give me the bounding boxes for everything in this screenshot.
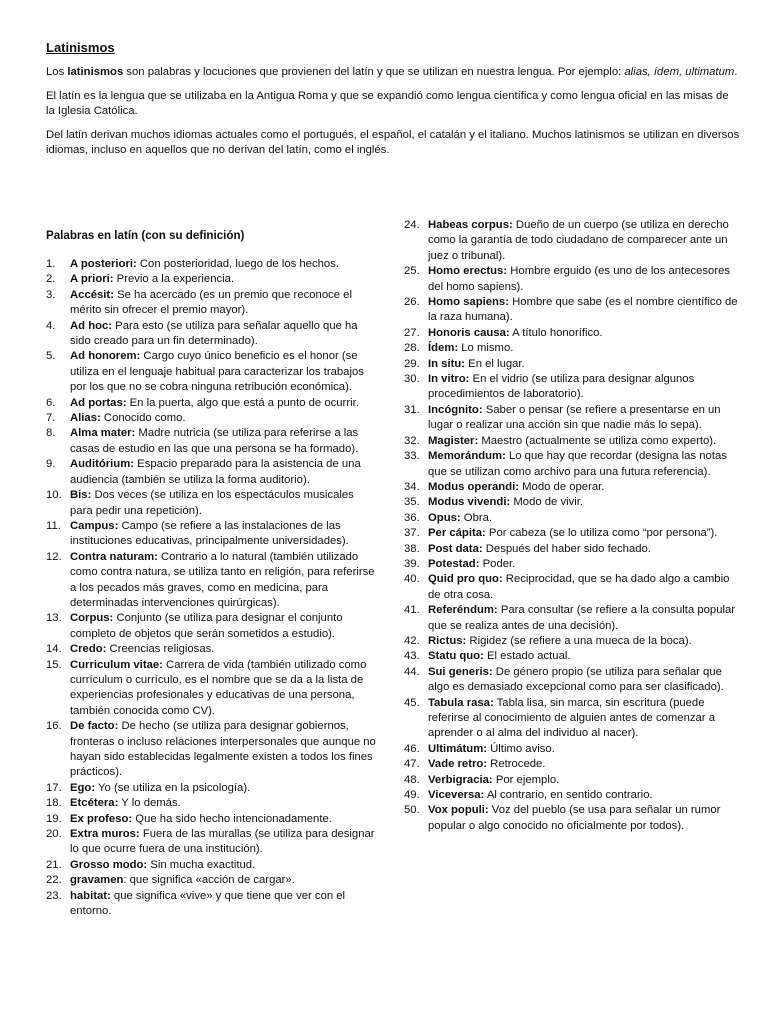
item-definition: Y lo demás.	[118, 797, 181, 810]
item-definition: Para consultar (se refiere a la consulta popular que se realiza antes de una decisión).	[428, 604, 736, 632]
item-definition: Reciprocidad, que se ha dado algo a cambio de otra cosa.	[428, 573, 730, 601]
item-number: 50.	[404, 804, 420, 817]
item-term: Vade retro:	[428, 758, 488, 771]
item-number: 32.	[404, 434, 420, 447]
item-number: 43.	[404, 650, 420, 663]
item-definition: Saber o pensar (se refiere a presentarse en un lugar o realizar una acción sin que nadie más lo sepa).	[428, 403, 721, 432]
item-definition: Modo de vivir.	[510, 496, 584, 509]
list-item	[404, 649, 744, 664]
item-number: 12.	[46, 550, 62, 563]
item-number: 16.	[46, 720, 62, 733]
list-item	[404, 495, 744, 510]
item-term: Homo erectus:	[428, 265, 508, 278]
intro-italic: alias, ídem, ultimatum	[624, 66, 735, 78]
item-term: De facto:	[70, 720, 119, 733]
item-term: Memorándum:	[428, 450, 506, 463]
list-item	[404, 218, 744, 264]
list-item	[46, 873, 376, 888]
item-number: 42.	[404, 634, 420, 647]
item-number: 34.	[404, 480, 420, 493]
item-definition: Sin mucha exactitud.	[147, 858, 256, 871]
item-term: Magister:	[428, 434, 479, 447]
item-term: Curriculum vitae:	[70, 658, 163, 671]
document-title: Latinismos	[46, 40, 115, 55]
list-item	[404, 357, 744, 372]
list-item	[404, 511, 744, 526]
item-number: 46.	[404, 742, 420, 755]
list-item	[404, 696, 744, 742]
list-item	[46, 411, 376, 426]
item-term: Credo:	[70, 643, 107, 656]
left-column	[46, 228, 376, 919]
item-number: 22.	[46, 874, 62, 887]
item-term: Statu quo:	[428, 650, 484, 663]
item-definition: Conocido como.	[100, 412, 186, 425]
item-term: Tabula rasa:	[428, 696, 494, 709]
item-definition: Campo (se refiere a las instalaciones de las instituciones educativas, principalmente universidades).	[70, 519, 349, 548]
item-number: 29.	[404, 357, 420, 370]
list-item	[404, 326, 744, 341]
item-number: 44.	[404, 665, 420, 678]
right-column	[404, 218, 744, 834]
item-definition: Último aviso.	[487, 742, 555, 755]
item-number: 7.	[46, 412, 56, 425]
list-item	[404, 480, 744, 495]
item-number: 23.	[46, 889, 62, 902]
item-term: Opus:	[428, 511, 461, 524]
list-item	[46, 550, 376, 612]
item-term: Per cápita:	[428, 527, 486, 540]
item-number: 15.	[46, 658, 62, 671]
list-item	[46, 858, 376, 873]
item-definition: Rigidez (se refiere a una mueca de la boca).	[466, 634, 692, 647]
item-term: Sui generis:	[428, 665, 493, 678]
item-number: 11.	[46, 519, 61, 532]
item-definition: Previo a la experiencia.	[113, 273, 235, 286]
item-number: 10.	[46, 489, 62, 502]
item-term: Extra muros:	[70, 828, 140, 841]
intro-paragraph-2: El latín es la lengua que se utilizaba en la Antigua Roma y que se expandió como lengua científica y como lengua oficial en las misas de la Iglesia Católica.	[46, 90, 729, 117]
item-definition: Lo que hay que recordar (designa las notas que se utilizan como archivo para una futura referencia).	[428, 450, 727, 478]
item-term: A priori:	[70, 273, 114, 286]
item-number: 38.	[404, 542, 420, 555]
list-item	[46, 396, 376, 411]
item-term: Potestad:	[428, 557, 480, 570]
item-term: Incógnito:	[428, 403, 483, 416]
item-term: Alma mater:	[70, 427, 136, 440]
item-definition: que significa «vive» y que tiene que ver con el entorno.	[70, 889, 346, 918]
item-number: 31.	[404, 403, 420, 416]
item-number: 49.	[404, 789, 420, 802]
item-definition: El estado actual.	[483, 650, 571, 663]
item-definition: Contrario a lo natural (también utilizado como contra natura, se utiliza tanto en religión, para referirse a los pecados más graves, como en medicina, para determinadas intervenciones quirúrgicas).	[70, 550, 375, 609]
list-item	[46, 812, 376, 827]
item-number: 8.	[46, 427, 56, 440]
list-item	[404, 572, 744, 603]
list-item	[404, 403, 744, 434]
list-item	[46, 889, 376, 920]
item-definition: Por cabeza (se lo utiliza como “por persona”).	[485, 527, 718, 540]
item-number: 47.	[404, 758, 420, 771]
item-definition: Conjunto (se utiliza para designar el conjunto completo de objetos que serán sometidos a estudio).	[70, 612, 343, 640]
item-term: In vitro:	[428, 373, 470, 386]
item-definition: Carrera de vida (también utilizado como currículum o currículo, es el nombre que se da a la lista de experiencias profesionales y educativas de una persona, también conocida como CV).	[70, 658, 367, 717]
intro-text: son palabras y locuciones que provienen del latín y que se utilizan en nuestra lengua. Por ejemplo:	[123, 66, 625, 78]
item-term: Honoris causa:	[428, 326, 510, 339]
list-item	[404, 341, 744, 356]
item-number: 39.	[404, 557, 420, 570]
item-definition: Creencias religiosas.	[106, 643, 215, 656]
list-item	[46, 488, 376, 519]
item-definition: Voz del pueblo (se usa para señalar un rumor popular o algo conocido no oficialmente por todos).	[428, 804, 721, 832]
list-item	[46, 257, 376, 272]
item-definition: : que significa «acción de cargar».	[123, 874, 295, 887]
item-number: 25.	[404, 265, 420, 278]
item-number: 28.	[404, 342, 420, 355]
list-item	[46, 349, 376, 395]
item-number: 35.	[404, 496, 420, 509]
item-number: 37.	[404, 527, 420, 540]
item-term: Contra naturam:	[70, 550, 158, 563]
list-item	[404, 372, 744, 403]
list-item	[404, 449, 744, 480]
list-item	[46, 781, 376, 796]
list-item	[46, 719, 376, 781]
list-item	[404, 773, 744, 788]
item-number: 27.	[404, 326, 420, 339]
intro-paragraph-1	[46, 65, 740, 80]
item-term: Modus vivendi:	[428, 496, 511, 509]
item-term: Post data:	[428, 542, 483, 555]
item-number: 45.	[404, 696, 420, 709]
item-definition: De género propio (se utiliza para señalar que algo es demasiado excepcional como para ser clasificado).	[428, 665, 724, 694]
document-page	[46, 40, 740, 918]
item-definition: Modo de operar.	[519, 480, 605, 493]
item-definition: En la puerta, algo que está a punto de ocurrir.	[126, 396, 359, 409]
item-number: 13.	[46, 612, 62, 625]
list-item	[404, 526, 744, 541]
list-item	[404, 634, 744, 649]
item-definition: Hombre que sabe (es el nombre científico de la raza humana).	[428, 296, 738, 324]
item-term: Ex profeso:	[70, 812, 133, 825]
item-definition: Retrocede.	[487, 758, 546, 771]
list-item	[404, 603, 744, 634]
item-definition: Con posterioridad, luego de los hechos.	[136, 258, 339, 270]
item-definition: Poder.	[479, 557, 516, 570]
item-number: 41.	[404, 604, 420, 617]
item-definition: Tabla lisa, sin marca, sin escritura (puede referirse al conocimiento de alguien antes de comenzar a aprender o al alma del individuo al nacer).	[428, 696, 715, 740]
item-term: Corpus:	[70, 612, 114, 625]
item-definition: De hecho (se utiliza para designar gobiernos, fronteras o incluso relaciones interpersonales que aunque no hayan sido establecidas legalmente existen a todos los fines prácticos).	[70, 720, 376, 779]
list-item	[404, 665, 744, 696]
item-number: 24.	[404, 219, 420, 231]
item-term: Ídem:	[428, 342, 459, 355]
right-terms-list	[404, 218, 744, 834]
item-number: 30.	[404, 373, 420, 386]
item-definition: Se ha acercado (es un premio que reconoce el mérito sin ofrecer el premio mayor).	[70, 288, 352, 317]
list-item	[404, 264, 744, 295]
list-item	[404, 542, 744, 557]
item-number: 26.	[404, 296, 420, 309]
list-item	[46, 457, 376, 488]
list-item	[46, 827, 376, 858]
list-item	[404, 557, 744, 572]
item-number: 36.	[404, 511, 420, 524]
item-number: 17.	[46, 781, 62, 794]
item-definition: Yo (se utiliza en la psicología).	[95, 781, 251, 794]
list-item	[404, 757, 744, 772]
item-term: Grosso modo:	[70, 858, 148, 871]
item-definition: Obra.	[460, 511, 493, 524]
item-definition: Maestro (actualmente se utiliza como experto).	[478, 434, 717, 447]
item-definition: Dos veces (se utiliza en los espectáculos musicales para pedir una repetición).	[70, 489, 354, 517]
item-term: Auditórium:	[70, 458, 135, 471]
item-number: 20.	[46, 828, 62, 841]
item-term: habitat:	[70, 889, 111, 902]
item-definition: Cargo cuyo único beneficio es el honor (se utiliza en el lenguaje habitual para caracterizar los trabajos por los que no se cobra ninguna retribución económica).	[70, 350, 364, 394]
item-definition: En el vidrio (se utiliza para designar algunos procedimientos de laboratorio).	[428, 373, 695, 401]
list-item	[46, 272, 376, 287]
item-term: Rictus:	[428, 634, 467, 647]
list-item	[404, 742, 744, 757]
item-term: Ego:	[70, 781, 96, 794]
section-heading: Palabras en latín (con su definición)	[46, 229, 245, 242]
item-term: Ultimátum:	[428, 742, 487, 755]
item-definition: Espacio preparado para la asistencia de una audiencia (también se utiliza la forma auditorio).	[70, 458, 361, 486]
item-definition: Después del haber sido fechado.	[482, 542, 651, 555]
item-definition: Fuera de las murallas (se utiliza para designar lo que ocurre fuera de una institución).	[70, 828, 375, 856]
list-item	[46, 426, 376, 457]
item-term: Ad portas:	[70, 396, 127, 409]
item-term: gravamen	[70, 874, 124, 887]
list-item	[404, 434, 744, 449]
list-item	[46, 642, 376, 657]
item-number: 33.	[404, 450, 420, 463]
list-item	[46, 658, 376, 720]
item-definition: Madre nutricia (se utiliza para referirse a las casas de estudio en las que una persona se ha formado).	[70, 427, 359, 455]
item-number: 14.	[46, 643, 62, 656]
item-term: Habeas corpus:	[428, 219, 513, 231]
list-item	[404, 295, 744, 326]
item-term: Quid pro quo:	[428, 573, 503, 586]
item-number: 18.	[46, 797, 62, 810]
item-definition: Para esto (se utiliza para señalar aquello que ha sido creado para un fin determinado).	[70, 319, 358, 348]
item-definition: Al contrario, en sentido contrario.	[484, 789, 653, 802]
item-number: 2.	[46, 273, 56, 286]
item-number: 1.	[46, 258, 56, 270]
list-item	[404, 803, 744, 834]
list-item	[46, 611, 376, 642]
list-item	[46, 519, 376, 550]
item-term: Modus operandi:	[428, 480, 519, 493]
left-terms-list	[46, 257, 376, 919]
item-term: Ad hoc:	[70, 319, 113, 332]
item-definition: Que ha sido hecho intencionadamente.	[132, 812, 332, 825]
item-term: Vox populi:	[428, 804, 489, 817]
item-definition: Lo mismo.	[458, 342, 514, 355]
item-term: Viceversa:	[428, 789, 485, 802]
item-number: 40.	[404, 573, 420, 586]
intro-bold: latinismos	[67, 66, 124, 78]
intro-paragraph-3: Del latín derivan muchos idiomas actuales como el portugués, el español, el catalán y el italiano. Muchos latinismos se utilizan en diversos idiomas, incluso en aquellos que no derivan del latín, como el inglés.	[46, 129, 740, 156]
item-term: A posteriori:	[70, 258, 137, 270]
item-definition: En el lugar.	[465, 357, 525, 370]
item-term: In situ:	[428, 357, 466, 370]
intro-text: Los	[46, 66, 68, 78]
item-number: 4.	[46, 319, 56, 332]
list-item	[46, 288, 376, 319]
item-term: Bis:	[70, 489, 92, 502]
item-number: 21.	[46, 858, 62, 871]
item-number: 3.	[46, 288, 56, 301]
item-term: Referéndum:	[428, 604, 498, 617]
list-item	[46, 796, 376, 811]
item-term: Alias:	[70, 412, 101, 425]
item-definition: Por ejemplo.	[492, 773, 560, 786]
item-term: Campus:	[70, 519, 119, 532]
list-item	[46, 319, 376, 350]
item-number: 9.	[46, 458, 56, 471]
item-number: 5.	[46, 350, 56, 363]
item-number: 6.	[46, 396, 56, 409]
item-number: 19.	[46, 812, 62, 825]
item-term: Homo sapiens:	[428, 296, 509, 309]
item-number: 48.	[404, 773, 420, 786]
item-term: Accésit:	[70, 288, 114, 301]
list-item	[404, 788, 744, 803]
item-term: Verbigracia:	[428, 773, 493, 786]
item-definition: A título honorífico.	[509, 326, 603, 339]
item-definition: Hombre erguido (es uno de los antecesores del homo sapiens).	[428, 265, 731, 293]
item-term: Ad honorem:	[70, 350, 141, 363]
item-definition: Dueño de un cuerpo (se utiliza en derecho como la garantía de todo ciudadano de comparecer ante un juez o tribunal).	[428, 219, 729, 262]
intro-text: .	[734, 66, 738, 78]
item-term: Etcétera:	[70, 797, 119, 810]
